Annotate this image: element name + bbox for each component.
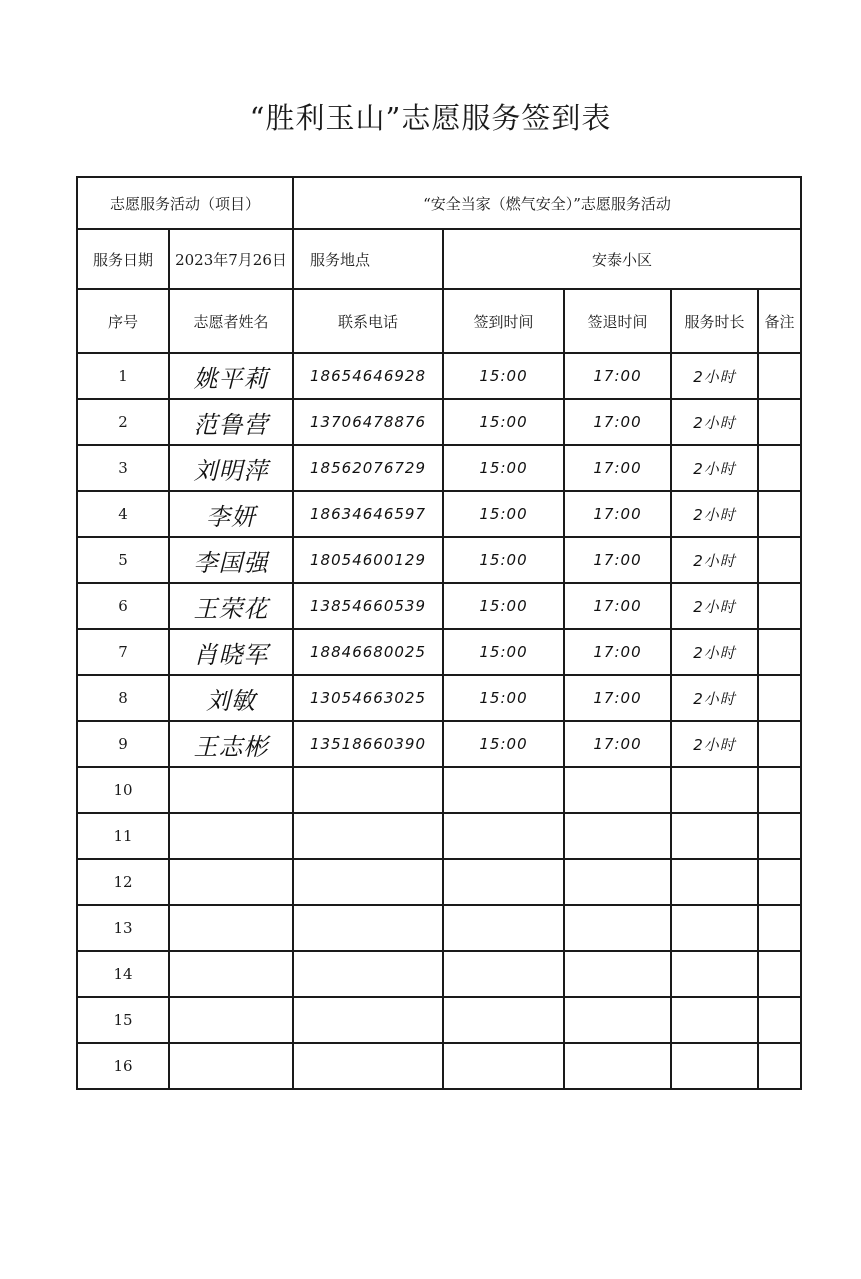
note-cell [758,583,801,629]
sign-out-time [564,1043,671,1089]
row-number: 3 [77,445,169,491]
volunteer-name: 李妍 [169,491,293,537]
sign-in-time: 15:00 [443,721,564,767]
col-header-signin: 签到时间 [443,289,564,353]
col-header-name: 志愿者姓名 [169,289,293,353]
sign-out-time [564,905,671,951]
row-number: 15 [77,997,169,1043]
sign-out-time: 17:00 [564,445,671,491]
volunteer-name: 刘敏 [169,675,293,721]
phone-number: 13706478876 [293,399,443,445]
sign-in-time: 15:00 [443,353,564,399]
table-row [77,813,801,859]
service-hours [671,859,758,905]
table-row [77,767,801,813]
sign-out-time: 17:00 [564,353,671,399]
service-hours: 2小时 [671,675,758,721]
date-value: 2023年7月26日 [169,229,293,289]
row-number: 8 [77,675,169,721]
table-row [77,629,801,675]
service-hours: 2小时 [671,537,758,583]
sign-out-time [564,951,671,997]
volunteer-name [169,859,293,905]
note-cell [758,445,801,491]
row-number: 14 [77,951,169,997]
phone-number [293,951,443,997]
phone-number [293,767,443,813]
col-header-signout: 签退时间 [564,289,671,353]
volunteer-name [169,997,293,1043]
row-number: 7 [77,629,169,675]
volunteer-name [169,767,293,813]
row-number: 13 [77,905,169,951]
sign-out-time [564,997,671,1043]
phone-number: 18562076729 [293,445,443,491]
sign-in-time [443,813,564,859]
row-number: 16 [77,1043,169,1089]
table-row [77,353,801,399]
phone-number: 13054663025 [293,675,443,721]
service-hours [671,905,758,951]
volunteer-name [169,951,293,997]
service-hours [671,813,758,859]
row-number: 12 [77,859,169,905]
service-hours: 2小时 [671,583,758,629]
row-number: 6 [77,583,169,629]
table-row [77,537,801,583]
phone-number: 13518660390 [293,721,443,767]
table-row [77,445,801,491]
note-cell [758,675,801,721]
sign-in-time: 15:00 [443,399,564,445]
note-cell [758,353,801,399]
activity-row [77,177,801,229]
volunteer-name: 李国强 [169,537,293,583]
sign-out-time: 17:00 [564,399,671,445]
phone-number: 18654646928 [293,353,443,399]
date-label: 服务日期 [77,229,169,289]
service-hours: 2小时 [671,445,758,491]
sign-in-time [443,767,564,813]
table-row [77,859,801,905]
row-number: 5 [77,537,169,583]
table-row [77,997,801,1043]
table-row [77,905,801,951]
sign-in-time [443,997,564,1043]
row-number: 10 [77,767,169,813]
sign-in-time: 15:00 [443,583,564,629]
volunteer-name: 王志彬 [169,721,293,767]
service-hours: 2小时 [671,399,758,445]
row-number: 9 [77,721,169,767]
service-hours [671,951,758,997]
phone-number [293,905,443,951]
note-cell [758,491,801,537]
sign-in-time [443,951,564,997]
sign-in-table [76,176,802,1090]
col-header-phone: 联系电话 [293,289,443,353]
sign-out-time [564,813,671,859]
sign-out-time: 17:00 [564,537,671,583]
activity-value: “安全当家（燃气安全）”志愿服务活动 [293,177,801,229]
phone-number: 18054600129 [293,537,443,583]
place-label: 服务地点 [293,229,443,289]
table-row [77,491,801,537]
volunteer-name [169,905,293,951]
sign-in-time: 15:00 [443,675,564,721]
phone-number [293,859,443,905]
sign-out-time: 17:00 [564,491,671,537]
service-hours [671,767,758,813]
sign-in-time [443,1043,564,1089]
phone-number: 18634646597 [293,491,443,537]
row-number: 1 [77,353,169,399]
sign-in-time: 15:00 [443,445,564,491]
volunteer-name: 肖晓军 [169,629,293,675]
col-header-note: 备注 [758,289,801,353]
service-hours: 2小时 [671,491,758,537]
sign-out-time: 17:00 [564,629,671,675]
phone-number: 18846680025 [293,629,443,675]
volunteer-name: 刘明萍 [169,445,293,491]
sign-in-time: 15:00 [443,629,564,675]
phone-number: 13854660539 [293,583,443,629]
sign-in-time [443,859,564,905]
phone-number [293,813,443,859]
note-cell [758,905,801,951]
volunteer-name [169,1043,293,1089]
service-hours: 2小时 [671,353,758,399]
sign-out-time [564,859,671,905]
service-hours: 2小时 [671,721,758,767]
row-number: 4 [77,491,169,537]
row-number: 2 [77,399,169,445]
note-cell [758,813,801,859]
service-hours [671,997,758,1043]
note-cell [758,767,801,813]
sign-in-time [443,905,564,951]
sign-out-time: 17:00 [564,721,671,767]
table-row [77,951,801,997]
note-cell [758,629,801,675]
note-cell [758,537,801,583]
table-row [77,583,801,629]
col-header-no: 序号 [77,289,169,353]
place-value: 安泰小区 [443,229,801,289]
meta-row [77,229,801,289]
note-cell [758,997,801,1043]
sign-out-time [564,767,671,813]
service-hours: 2小时 [671,629,758,675]
service-hours [671,1043,758,1089]
note-cell [758,721,801,767]
volunteer-name: 范鲁营 [169,399,293,445]
volunteer-name [169,813,293,859]
sign-in-time: 15:00 [443,491,564,537]
table-row [77,399,801,445]
note-cell [758,399,801,445]
phone-number [293,997,443,1043]
col-header-hours: 服务时长 [671,289,758,353]
phone-number [293,1043,443,1089]
sign-out-time: 17:00 [564,583,671,629]
page-title: “胜利玉山”志愿服务签到表 [249,101,612,135]
volunteer-name: 王荣花 [169,583,293,629]
sign-out-time: 17:00 [564,675,671,721]
table-row [77,1043,801,1089]
note-cell [758,951,801,997]
table-row [77,675,801,721]
volunteer-name: 姚平莉 [169,353,293,399]
sign-in-time: 15:00 [443,537,564,583]
table-row [77,721,801,767]
note-cell [758,1043,801,1089]
row-number: 11 [77,813,169,859]
note-cell [758,859,801,905]
header-row [77,289,801,353]
activity-label: 志愿服务活动（项目） [77,177,293,229]
